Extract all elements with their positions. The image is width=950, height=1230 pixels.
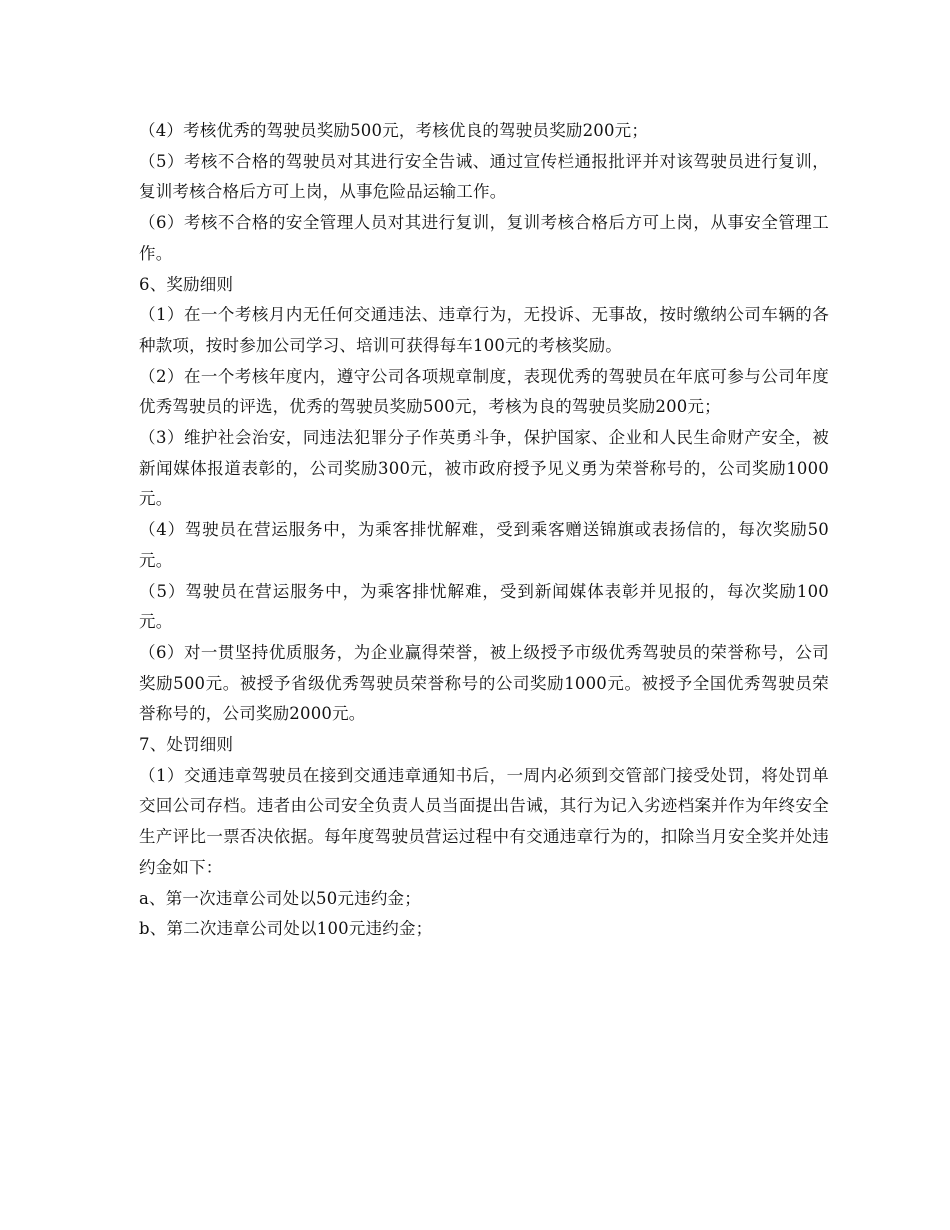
section-heading-penalties: 7、处罚细则	[139, 735, 234, 755]
paragraph-reward-4: （4）驾驶员在营运服务中，为乘客排忧解难，受到乘客赠送锦旗或表扬信的，每次奖励50元。	[139, 520, 829, 570]
section-heading-rewards: 6、奖励细则	[139, 274, 234, 294]
paragraph-reward-2: （2）在一个考核年度内，遵守公司各项规章制度，表现优秀的驾驶员在年底可参与公司年度优秀驾驶员的评选，优秀的驾驶员奖励500元，考核为良的驾驶员奖励200元；	[139, 366, 829, 417]
list-item-penalty-a: a、第一次违章公司处以50元违约金；	[139, 888, 421, 908]
paragraph-penalty-1: （1）交通违章驾驶员在接到交通违章通知书后，一周内必须到交管部门接受处罚，将处罚单交回公司存档。违者由公司安全负责人员当面提出告诫，其行为记入劣迹档案并作为年终安全生产评比一票否决依据。每年度驾驶员营运过程中有交通违章行为的，扣除当月安全奖并处违约金如下：	[139, 765, 829, 877]
paragraph-assessment-4: （4）考核优秀的驾驶员奖励500元，考核优良的驾驶员奖励200元；	[139, 121, 649, 140]
paragraph-reward-1: （1）在一个考核月内无任何交通违法、违章行为，无投诉、无事故，按时缴纳公司车辆的各种款项，按时参加公司学习、培训可获得每车100元的考核奖励。	[139, 305, 829, 355]
list-item-penalty-b: b、第二次违章公司处以100元违约金；	[139, 919, 433, 939]
paragraph-assessment-6: （6）考核不合格的安全管理人员对其进行复训，复训考核合格后方可上岗，从事安全管理工作。	[139, 213, 829, 263]
paragraph-reward-5: （5）驾驶员在营运服务中，为乘客排忧解难，受到新闻媒体表彰并见报的，每次奖励100元。	[139, 581, 829, 632]
paragraph-assessment-5: （5）考核不合格的驾驶员对其进行安全告诫、通过宣传栏通报批评并对该驾驶员进行复训，复训考核合格后方可上岗，从事危险品运输工作。	[139, 151, 829, 202]
paragraph-reward-6: （6）对一贯坚持优质服务，为企业赢得荣誉，被上级授予市级优秀驾驶员的荣誉称号，公司奖励500元。被授予省级优秀驾驶员荣誉称号的公司奖励1000元。被授予全国优秀驾驶员荣誉称号的，公司奖励2000元。	[139, 642, 829, 724]
paragraph-reward-3: （3）维护社会治安，同违法犯罪分子作英勇斗争，保护国家、企业和人民生命财产安全，被新闻媒体报道表彰的，公司奖励300元，被市政府授予见义勇为荣誉称号的，公司奖励1000元。	[139, 428, 829, 509]
document-body	[139, 116, 829, 945]
